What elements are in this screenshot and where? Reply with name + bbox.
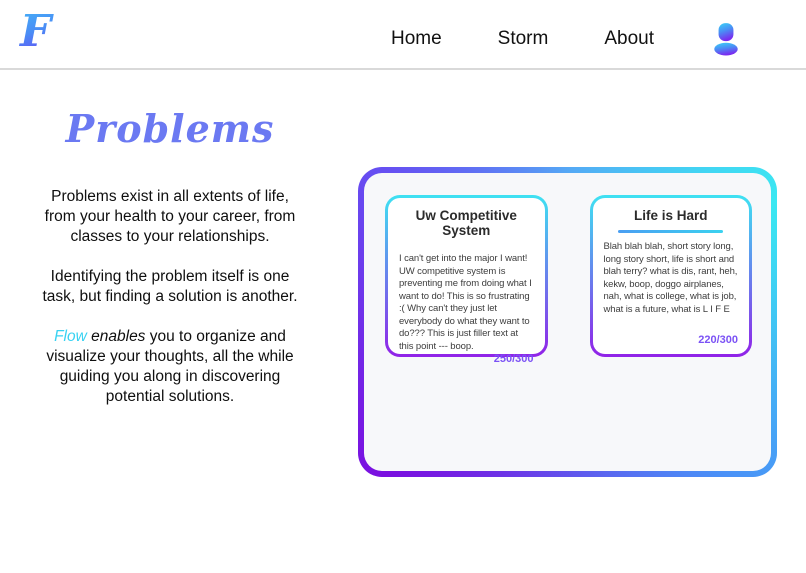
intro-text xyxy=(42,187,298,427)
nav-item-storm[interactable]: Storm xyxy=(497,28,549,49)
character-counter: 220/300 xyxy=(698,334,738,346)
problem-card-uw-competitive-system[interactable] xyxy=(385,195,548,365)
user-profile-icon[interactable] xyxy=(710,22,742,56)
problems-panel-inner xyxy=(364,173,771,471)
main-nav xyxy=(391,12,790,56)
nav-item-home[interactable]: Home xyxy=(390,28,442,49)
card-body-text: Blah blah blah, short story long, long story short, life is short and blah terry? what is dis, rant, heh, kekw, boop, doggo airplanes, nah, what is college, what is job, what is a future, what is L I F E xyxy=(603,241,738,315)
card-body-text: I can't get into the major I want! UW competitive system is preventing me from doing what I want to do! This is so frustrating :( Why can't they just let everybody do what they want to do??? This is just filler text at this point --- boop. xyxy=(399,253,532,352)
flow-brand-word: Flow xyxy=(54,328,87,345)
intro-paragraph-3 xyxy=(42,327,298,407)
header xyxy=(0,0,806,70)
problems-panel xyxy=(358,167,777,477)
nav-item-about[interactable]: About xyxy=(604,28,654,49)
character-counter: 250/300 xyxy=(493,353,534,365)
card-title: Life is Hard xyxy=(633,208,708,223)
card-divider xyxy=(618,230,723,233)
card-content xyxy=(388,198,545,365)
problem-card-life-is-hard[interactable] xyxy=(590,195,753,357)
logo-f[interactable]: F xyxy=(16,8,55,60)
card-content xyxy=(593,198,750,354)
paragraph-3-rest: you to organize and visualize your thoughts, all the while guiding you along in discovering potential solutions. xyxy=(46,328,294,405)
intro-paragraph-1: Problems exist in all extents of life, from your health to your career, from classes to your relationships. xyxy=(44,188,296,245)
enables-word: enables xyxy=(91,328,146,345)
card-title: Uw Competitive System xyxy=(415,208,517,238)
page-title: Problems xyxy=(65,106,275,151)
intro-paragraph-2: Identifying the problem itself is one task, but finding a solution is another. xyxy=(42,268,298,305)
